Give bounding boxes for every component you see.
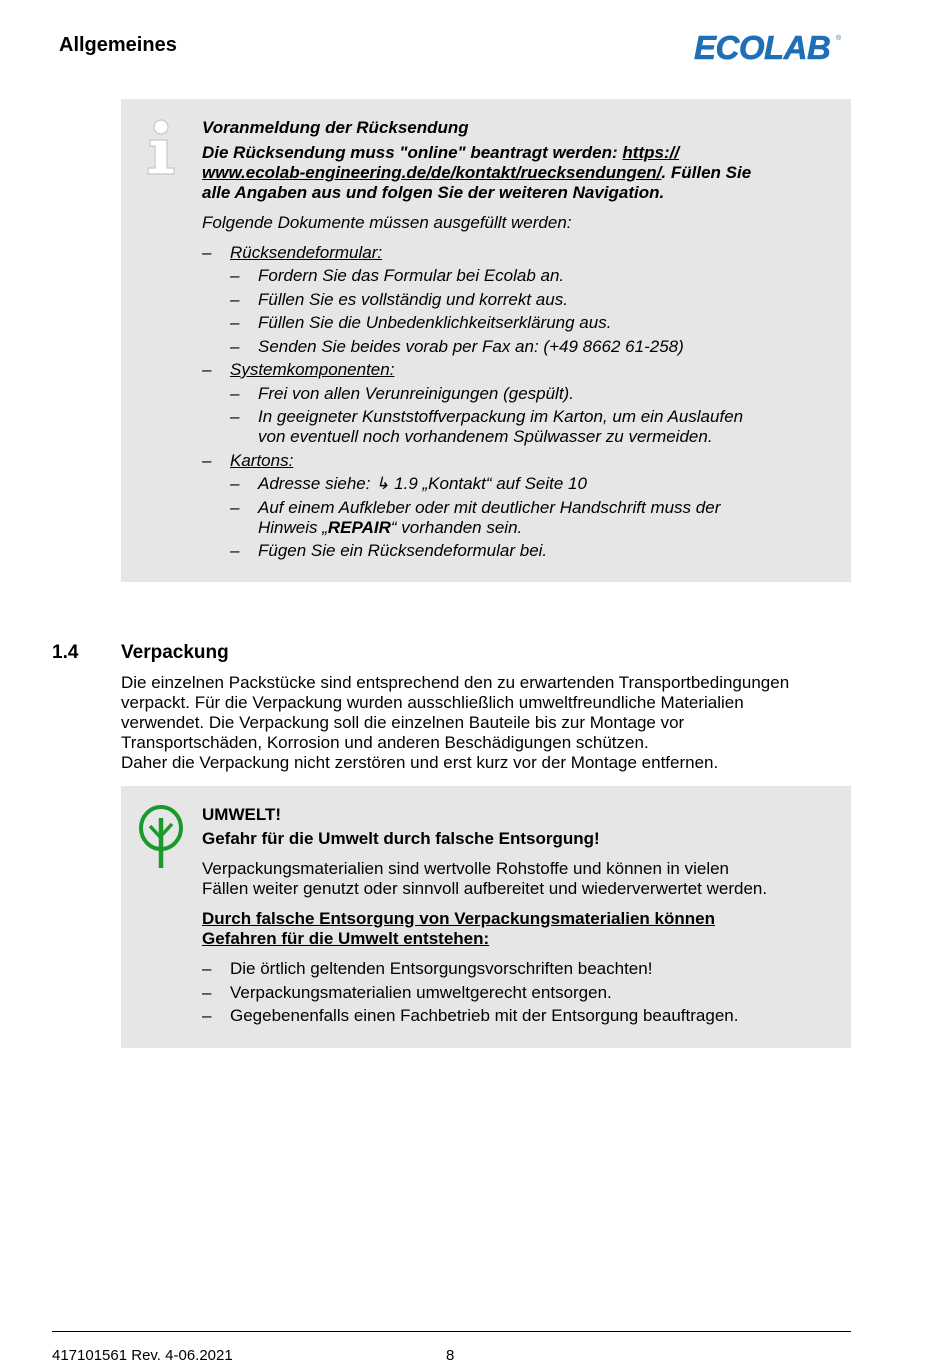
- list-item: Füllen Sie es vollständig und korrekt aus.: [258, 290, 568, 309]
- list-dash: –: [230, 337, 240, 356]
- list-item-continuation: Hinweis „REPAIR“ vorhanden sein.: [258, 518, 523, 537]
- document-number: 417101561 Rev. 4-06.2021: [52, 1347, 233, 1364]
- paragraph-line: Die einzelnen Packstücke sind entsprechend den zu erwartenden Transportbedingungen: [121, 673, 790, 692]
- page-number: 8: [446, 1347, 455, 1364]
- list-dash: –: [230, 474, 240, 493]
- page-header-title: Allgemeines: [59, 34, 177, 56]
- list-dash: –: [230, 498, 240, 517]
- info-title: Voranmeldung der Rücksendung: [202, 118, 469, 137]
- environment-warning-line: Gefahren für die Umwelt entstehen:: [202, 929, 490, 948]
- logo-wordmark: ECOLAB: [694, 30, 831, 64]
- info-intro-line-1: Die Rücksendung muss "online" beantragt werden: https://: [202, 143, 680, 162]
- list-item: In geeigneter Kunststoffverpackung im Karton, um ein Auslaufen: [258, 407, 744, 426]
- environment-subtitle: Gefahr für die Umwelt durch falsche Entsorgung!: [202, 829, 600, 848]
- list-item: Senden Sie beides vorab per Fax an: (+49 8662 61-258): [258, 337, 684, 356]
- docs-intro: Folgende Dokumente müssen ausgefüllt werden:: [202, 213, 572, 232]
- list-dash: –: [202, 243, 212, 262]
- list-item: Auf einem Aufkleber oder mit deutlicher Handschrift muss der: [258, 498, 721, 517]
- paragraph-line: Daher die Verpackung nicht zerstören und erst kurz vor der Montage entfernen.: [121, 753, 719, 772]
- ruecksendung-link-part-1[interactable]: https://: [622, 143, 680, 162]
- paragraph-line: verwendet. Die Verpackung soll die einzelnen Bauteile bis zur Montage vor: [121, 713, 685, 732]
- contact-reference-link[interactable]: 1.9 „Kontakt“ auf Seite 10: [389, 474, 587, 493]
- ruecksendung-link-part-2[interactable]: www.ecolab-engineering.de/de/kontakt/ruecksendungen/: [202, 163, 662, 182]
- section-number: 1.4: [52, 642, 79, 663]
- section-title: Verpackung: [121, 642, 229, 663]
- list-dash: –: [230, 266, 240, 285]
- list-dash: –: [230, 313, 240, 332]
- list-item: Fügen Sie ein Rücksendeformular bei.: [258, 541, 548, 560]
- list-dash: –: [202, 360, 212, 379]
- environment-text-line: Verpackungsmaterialien sind wertvolle Rohstoffe und können in vielen: [202, 859, 730, 878]
- environment-title: UMWELT!: [202, 805, 281, 824]
- paragraph-line: verpackt. Für die Verpackung wurden ausschließlich umweltfreundliche Materialien: [121, 693, 744, 712]
- list-dash: –: [230, 290, 240, 309]
- list-dash: –: [230, 384, 240, 403]
- info-icon: [145, 118, 179, 181]
- list-item: Fordern Sie das Formular bei Ecolab an.: [258, 266, 565, 285]
- list-item: Die örtlich geltenden Entsorgungsvorschriften beachten!: [230, 959, 653, 978]
- group-title-systemkomponenten: Systemkomponenten:: [230, 360, 395, 379]
- address-item: Adresse siehe: ↳ 1.9 „Kontakt“ auf Seite 10: [258, 474, 587, 493]
- list-item: Frei von allen Verunreinigungen (gespült).: [258, 384, 574, 403]
- paragraph-line: Transportschäden, Korrosion und anderen Beschädigungen schützen.: [121, 733, 649, 752]
- list-dash: –: [202, 451, 212, 470]
- list-dash: –: [202, 983, 212, 1002]
- environment-text-line: Fällen weiter genutzt oder sinnvoll aufbereitet und wiederverwertet werden.: [202, 879, 768, 898]
- cross-reference-icon: ↳: [375, 474, 390, 493]
- list-dash: –: [202, 1006, 212, 1025]
- environment-warning-line: Durch falsche Entsorgung von Verpackungsmaterialien können: [202, 909, 715, 928]
- list-dash: –: [202, 959, 212, 978]
- group-title-kartons: Kartons:: [230, 451, 294, 470]
- list-dash: –: [230, 541, 240, 560]
- list-item: Füllen Sie die Unbedenklichkeitserklärung aus.: [258, 313, 612, 332]
- info-intro-line-3: alle Angaben aus und folgen Sie der weiteren Navigation.: [202, 183, 665, 202]
- list-item: Verpackungsmaterialien umweltgerecht entsorgen.: [230, 983, 612, 1002]
- group-title-ruecksendeformular: Rücksendeformular:: [230, 243, 383, 262]
- list-item-continuation: von eventuell noch vorhandenem Spülwasser zu vermeiden.: [258, 427, 713, 446]
- tree-icon: [137, 804, 187, 875]
- list-item: Gegebenenfalls einen Fachbetrieb mit der Entsorgung beauftragen.: [230, 1006, 739, 1025]
- repair-keyword: REPAIR: [327, 518, 391, 537]
- info-intro-line-2: www.ecolab-engineering.de/de/kontakt/ruecksendungen/. Füllen Sie: [202, 163, 752, 182]
- footer-divider: [52, 1331, 851, 1332]
- ecolab-logo: [694, 30, 844, 69]
- svg-text:®: ®: [836, 35, 842, 42]
- list-dash: –: [230, 407, 240, 426]
